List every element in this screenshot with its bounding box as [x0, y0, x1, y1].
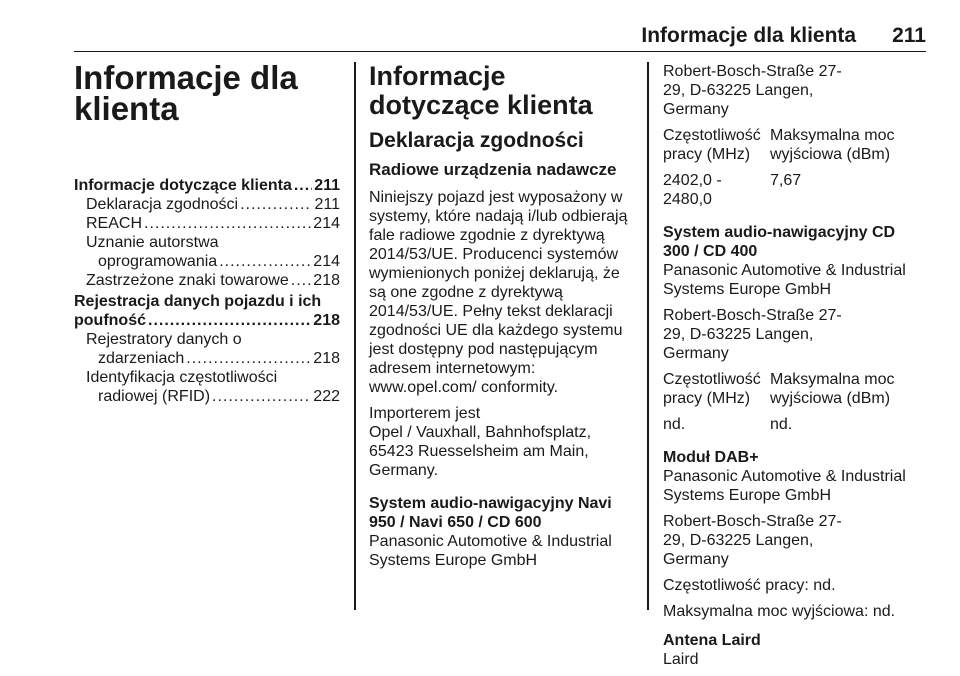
power-line: Maksymalna moc wyjściowa: nd. [663, 603, 896, 620]
spec-table [663, 370, 926, 441]
running-header-title: Informacje dla klienta [641, 24, 857, 47]
declaration-paragraph: Niniejszy pojazd jest wyposażony w systemy, które nadają i/lub odbierają fale radiowe zgodnie z dyrektywą 2014/53/UE. Producenci systemów wymienionych poniżej deklarują, że są one zgodne z dyrektywą 2014/53/UE. Pełny tekst deklaracji zgodności UE dla każdego systemu jest dostępny pod następującym adresem internetowym: www.opel.com/ conformity. [369, 189, 628, 396]
device-heading: System audio-nawigacyjny Navi 950 / Navi 650 / CD 600 [369, 495, 612, 531]
toc-column [74, 59, 340, 406]
subsubsection-heading: Radiowe urządzenia nadawcze [369, 160, 617, 179]
spec-value-power: 7,67 [770, 172, 802, 189]
spec-value-power: nd. [770, 416, 793, 433]
section-heading: Informacje dotyczące klienta [369, 61, 593, 120]
frequency-line: Częstotliwość pracy: nd. [663, 577, 836, 594]
toc-entry[interactable]: Informacje dotyczące klienta ..... 211 [74, 176, 340, 195]
chapter-title: Informacje dla klienta [74, 59, 298, 127]
spec-header-power: Maksymalna moc wyjściowa (dBm) [770, 127, 895, 163]
toc-entry[interactable]: Rejestracja danych pojazdu i ich poufność ..... 218 [74, 292, 340, 330]
manufacturer-address: Robert-Bosch-Straße 27-29, D-63225 Langen, Germany [663, 63, 842, 118]
spec-value-frequency: nd. [663, 416, 686, 433]
manufacturer-address: Robert-Bosch-Straße 27-29, D-63225 Langen, Germany [663, 307, 842, 362]
toc-entry[interactable]: Identyfikacja częstotliwości radiowej (RFID) ..... 222 [74, 368, 340, 406]
toc-entry[interactable]: REACH ..... 214 [74, 214, 340, 233]
subsection-heading: Deklaracja zgodności [369, 129, 584, 152]
content-column-right [663, 62, 926, 676]
content-column-middle [369, 62, 633, 577]
column-divider-left [354, 62, 356, 610]
page-number: 211 [892, 24, 926, 47]
toc-entry[interactable]: Zastrzeżone znaki towarowe ..... 218 [74, 271, 340, 290]
manufacturer-text: Panasonic Automotive & Industrial Systems Europe GmbH [369, 533, 612, 569]
page-header [74, 24, 926, 52]
importer-paragraph: Importerem jest Opel / Vauxhall, Bahnhofsplatz, 65423 Ruesselsheim am Main, Germany. [369, 405, 592, 479]
manufacturer-text: Laird [663, 651, 699, 668]
device-heading: Antena Laird [663, 632, 761, 649]
toc-entry[interactable]: Uznanie autorstwa oprogramowania ..... 214 [74, 233, 340, 271]
spec-header-power: Maksymalna moc wyjściowa (dBm) [770, 371, 895, 407]
device-heading: Moduł DAB+ [663, 449, 759, 466]
spec-header-frequency: Częstotliwość pracy (MHz) [663, 127, 761, 163]
manufacturer-address: Robert-Bosch-Straße 27-29, D-63225 Langen, Germany [663, 513, 842, 568]
manufacturer-text: Panasonic Automotive & Industrial Systems Europe GmbH [663, 262, 906, 298]
spec-value-frequency: 2402,0 - 2480,0 [663, 172, 722, 208]
column-divider-right [647, 62, 649, 610]
toc-entry[interactable]: Rejestratory danych o zdarzeniach ..... 218 [74, 330, 340, 368]
spec-header-frequency: Częstotliwość pracy (MHz) [663, 371, 761, 407]
toc-entry[interactable]: Deklaracja zgodności ..... 211 [74, 195, 340, 214]
spec-table [663, 126, 926, 216]
device-heading: System audio-nawigacyjny CD 300 / CD 400 [663, 224, 896, 260]
manufacturer-text: Panasonic Automotive & Industrial Systems Europe GmbH [663, 468, 906, 504]
